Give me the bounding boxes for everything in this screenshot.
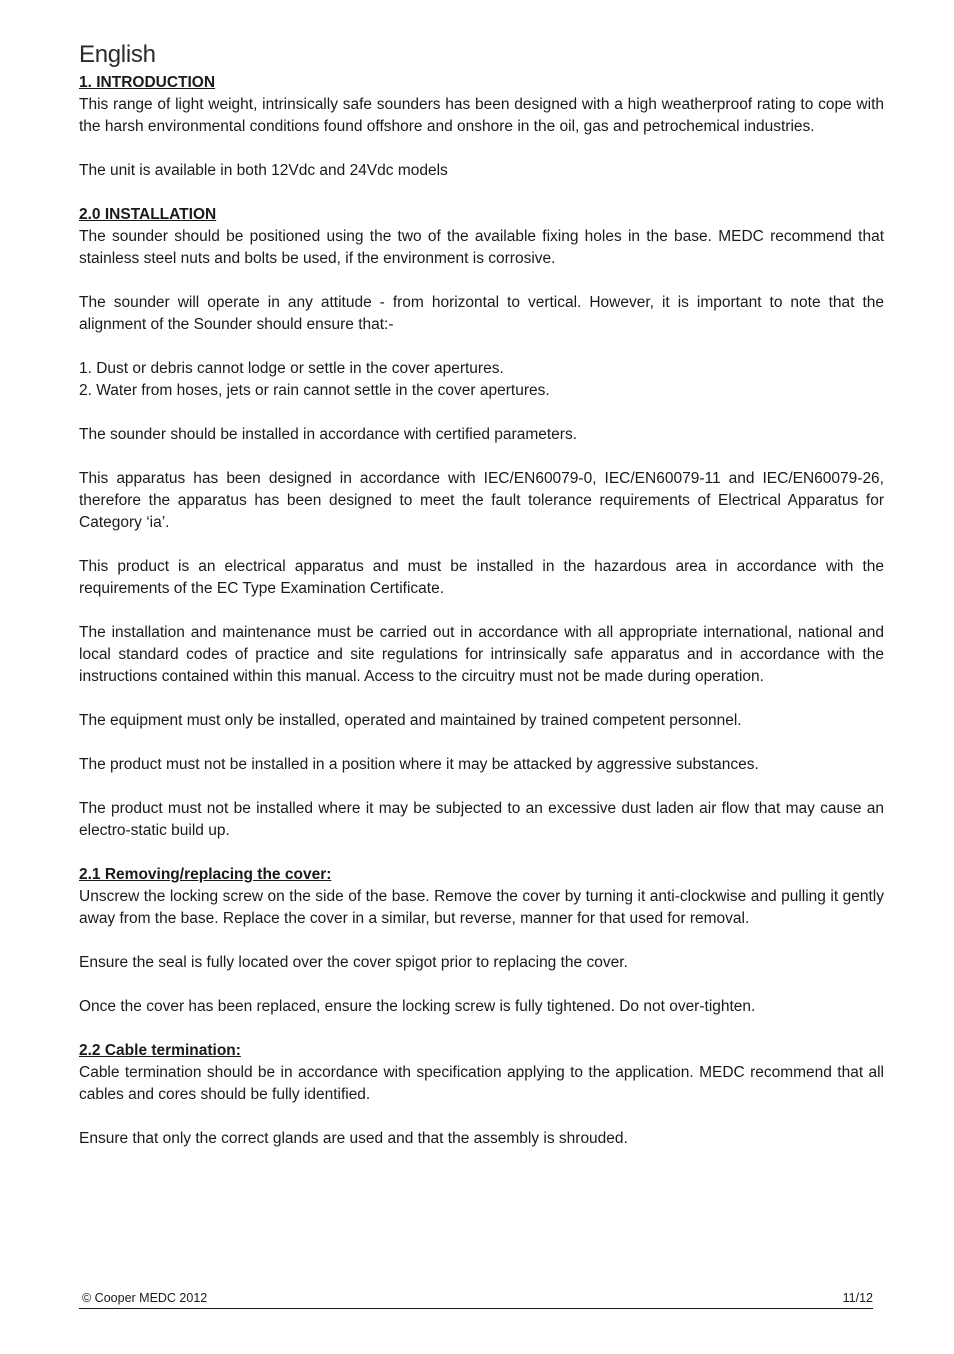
installation-paragraph-5: This product is an electrical apparatus and must be installed in the hazardous area in accordance with the requirements of the EC Type Examination Certificate. [79,558,884,597]
cover-heading: 2.1 Removing/replacing the cover: [79,866,332,883]
installation-paragraph-8: The product must not be installed in a position where it may be attacked by aggressive substances. [79,756,759,773]
installation-paragraph-4: This apparatus has been designed in accordance with IEC/EN60079-0, IEC/EN60079-11 and IEC/EN60079-26, therefore the apparatus has been designed to meet the fault tolerance requirements of Electrical Apparatus for Category ‘ia’. [79,470,884,531]
installation-paragraph-6: The installation and maintenance must be carried out in accordance with all appropriate international, national and local standard codes of practice and site regulations for intrinsically safe apparatus and in accordance with the instructions contained within this manual. Access to the circuitry must not be made during operation. [79,624,884,685]
installation-heading: 2.0 INSTALLATION [79,206,217,223]
intro-paragraph-1: This range of light weight, intrinsically safe sounders has been designed with a high weatherproof rating to cope with the harsh environmental conditions found offshore and onshore in the oil, gas and petrochemical industries. [79,96,884,135]
cable-paragraph-1: Cable termination should be in accordance with specification applying to the application. MEDC recommend that all cables and cores should be fully identified. [79,1064,884,1103]
intro-paragraph-2: The unit is available in both 12Vdc and 24Vdc models [79,162,448,179]
intro-heading: 1. INTRODUCTION [79,74,216,91]
installation-paragraph-1: The sounder should be positioned using the two of the available fixing holes in the base. MEDC recommend that stainless steel nuts and bolts be used, if the environment is corrosive. [79,228,884,267]
cover-paragraph-1: Unscrew the locking screw on the side of the base. Remove the cover by turning it anti-clockwise and pulling it gently away from the base. Replace the cover in a similar, but reverse, manner for that used for removal. [79,888,884,927]
installation-paragraph-9: The product must not be installed where it may be subjected to an excessive dust laden air flow that may cause an electro-static build up. [79,800,884,839]
cover-paragraph-2: Ensure the seal is fully located over the cover spigot prior to replacing the cover. [79,954,628,971]
cover-paragraph-3: Once the cover has been replaced, ensure the locking screw is fully tightened. Do not over-tighten. [79,998,756,1015]
copyright-text: © Cooper MEDC 2012 [82,1291,208,1305]
language-label: English [79,41,156,68]
installation-paragraph-3: The sounder should be installed in accordance with certified parameters. [79,426,577,443]
installation-list-item-1: 1. Dust or debris cannot lodge or settle in the cover apertures. [79,360,504,377]
installation-list-item-2: 2. Water from hoses, jets or rain cannot settle in the cover apertures. [79,382,550,399]
cable-heading: 2.2 Cable termination: [79,1042,241,1059]
document-body [79,40,884,1150]
page-footer [79,1290,873,1309]
installation-paragraph-2: The sounder will operate in any attitude - from horizontal to vertical. However, it is important to note that the alignment of the Sounder should ensure that:- [79,294,884,333]
cable-paragraph-2: Ensure that only the correct glands are used and that the assembly is shrouded. [79,1130,628,1147]
page-number: 11/12 [842,1291,873,1305]
installation-paragraph-7: The equipment must only be installed, operated and maintained by trained competent personnel. [79,712,742,729]
